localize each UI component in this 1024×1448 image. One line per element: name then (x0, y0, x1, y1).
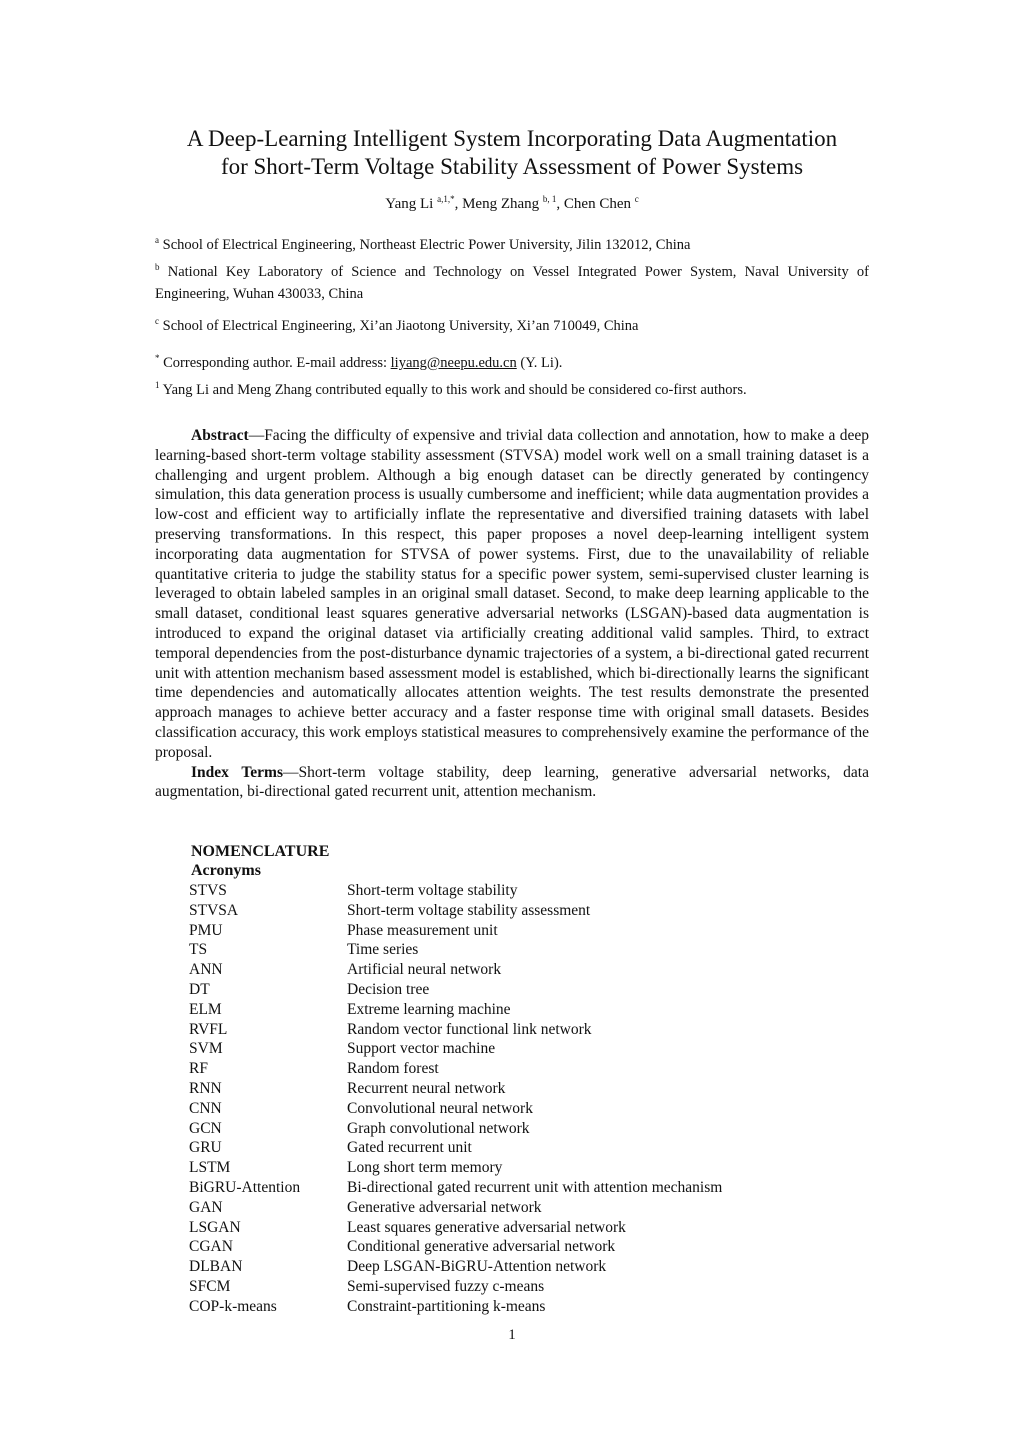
acronym-abbreviation: STVSA (189, 901, 239, 919)
acronym-abbreviation: CGAN (189, 1238, 233, 1256)
acronym-abbreviation: RF (189, 1060, 208, 1078)
author-separator: , (556, 196, 564, 212)
acronym-abbreviation: LSGAN (189, 1218, 241, 1236)
acronym-definition: Bi-directional gated recurrent unit with attention mechanism (347, 1178, 723, 1196)
paper-title-line-2: for Short-Term Voltage Stability Assessment of Power Systems (220, 154, 804, 179)
acronym-row (189, 1198, 829, 1218)
acronym-row (189, 901, 829, 921)
acronym-definition: Conditional generative adversarial network (347, 1238, 616, 1256)
acronym-abbreviation: LSTM (189, 1159, 231, 1177)
author-affiliation-mark: b, 1 (542, 194, 557, 204)
acronym-row (189, 1158, 829, 1178)
acronym-definition: Decision tree (347, 980, 430, 998)
note-suffix: (Y. Li). (516, 355, 563, 371)
acronyms-subheading: Acronyms (191, 862, 261, 879)
author-list (100, 194, 924, 213)
page-number: 1 (508, 1327, 516, 1343)
acronym-row (189, 1297, 829, 1317)
abstract-section (155, 426, 869, 802)
acronym-abbreviation: SFCM (189, 1277, 231, 1295)
acronym-row (189, 1277, 829, 1297)
corresponding-author-note (155, 349, 869, 372)
nomenclature-heading: NOMENCLATURE (191, 843, 330, 860)
acronym-abbreviation: DLBAN (189, 1258, 243, 1276)
acronym-abbreviation: BiGRU-Attention (189, 1178, 301, 1196)
acronym-row (189, 1237, 829, 1257)
acronym-row (189, 1099, 829, 1119)
acronym-row (189, 980, 829, 1000)
acronym-definition: Phase measurement unit (347, 921, 498, 939)
acronym-definition: Convolutional neural network (347, 1099, 533, 1117)
acronym-row (189, 1119, 829, 1139)
acronym-abbreviation: GCN (189, 1119, 222, 1137)
author-separator: , (454, 196, 463, 212)
acronym-row (189, 1039, 829, 1059)
acronym-row (189, 881, 829, 901)
note-prefix: Corresponding author. E-mail address: (163, 355, 391, 371)
affiliation-text: School of Electrical Engineering, Xi’an Jiaotong University, Xi’an 710049, China (162, 318, 639, 334)
index-terms-label: Index Terms (191, 763, 283, 781)
acronym-definition: Least squares generative adversarial network (347, 1218, 626, 1236)
abstract-text: —Facing the difficulty of expensive and trivial data collection and annotation, how to make a deep learning-based short-term voltage stability assessment (STVSA) model work well on a small training dataset is a challenging and urgent problem. Although a big enough dataset can be directly generated by contingency simulation, this data generation process is usually cumbersome and inefficient; while data augmentation provides a low-cost and efficient way to artificially inflate the representative and diversified training datasets with label preserving transformations. In this respect, this paper proposes a novel deep-learning intelligent system incorporating data augmentation for STVSA of power systems. First, due to the unavailability of reliable quantitative criteria to judge the stability status for a specific power system, semi-supervised cluster learning is leveraged to obtain labeled samples in an original small dataset. Second, to make deep learning applicable to the small dataset, conditional least squares generative adversarial networks (LSGAN)-based data augmentation is introduced to expand the original dataset via artificially creating additional valid samples. Third, to extract temporal dependencies from the post-disturbance dynamic trajectories of a system, a bi-directional gated recurrent unit with attention mechanism based assessment model is established, which bi-directionally learns the significant time dependencies and automatically allocates attention weights. The test results demonstrate the presented approach manages to achieve better accuracy and a faster response time with original small datasets. Besides classification accuracy, this work employs statistical measures to comprehensively examine the performance of the proposal. (155, 427, 869, 761)
acronym-row (189, 1079, 829, 1099)
footnote-mark: * (155, 353, 160, 363)
affiliation-a (155, 231, 869, 254)
acronym-abbreviation: PMU (189, 921, 223, 939)
affiliation-c (155, 312, 869, 335)
acronym-row (189, 1218, 829, 1238)
co-first-author-note (155, 376, 869, 399)
acronym-definition: Deep LSGAN-BiGRU-Attention network (347, 1258, 607, 1276)
affiliation-text: National Key Laboratory of Science and Technology on Vessel Integrated Power System, Naval University of (167, 264, 870, 280)
acronym-definition: Support vector machine (347, 1040, 496, 1058)
abstract-paragraph (155, 426, 869, 763)
index-terms-text: —Short-term voltage stability, deep learning, generative adversarial networks, data augmentation, bi-directional gated recurrent unit, attention mechanism. (155, 763, 869, 801)
note-text: Yang Li and Meng Zhang contributed equally to this work and should be considered co-first authors. (162, 382, 747, 398)
affiliation-mark: c (155, 316, 159, 326)
acronym-row (189, 1020, 829, 1040)
acronym-abbreviation: COP-k-means (189, 1297, 277, 1315)
acronym-abbreviation: SVM (189, 1040, 223, 1058)
affiliation-b-continued (155, 285, 869, 303)
acronym-row (189, 1257, 829, 1277)
affiliation-mark: a (155, 235, 159, 245)
affiliation-text: Engineering, Wuhan 430033, China (155, 286, 364, 302)
acronym-row (189, 1178, 829, 1198)
acronym-abbreviation: GRU (189, 1139, 222, 1157)
acronym-abbreviation: ANN (189, 961, 223, 979)
author-affiliation-mark: c (634, 194, 639, 204)
author-affiliation-mark: a,1,* (437, 194, 455, 204)
acronym-definition: Short-term voltage stability (347, 882, 518, 899)
author-name: Yang Li (385, 196, 434, 212)
acronym-definition: Extreme learning machine (347, 1000, 511, 1018)
acronym-row (189, 940, 829, 960)
acronym-abbreviation: CNN (189, 1099, 222, 1117)
acronym-row (189, 1138, 829, 1158)
email-link[interactable]: liyang@neepu.edu.cn (390, 355, 517, 371)
acronym-abbreviation: ELM (189, 1000, 222, 1018)
acronym-definition: Time series (347, 941, 419, 959)
acronym-abbreviation: RVFL (189, 1020, 228, 1038)
acronym-abbreviation: DT (189, 980, 210, 998)
acronym-abbreviation: STVS (189, 882, 227, 899)
acronym-definition: Constraint-partitioning k-means (347, 1297, 546, 1315)
acronym-row (189, 921, 829, 941)
acronym-row (189, 960, 829, 980)
index-terms-paragraph (155, 763, 869, 803)
acronym-definition: Short-term voltage stability assessment (347, 901, 591, 919)
acronym-definition: Graph convolutional network (347, 1119, 530, 1137)
abstract-label: Abstract (191, 427, 249, 444)
author-name: Chen Chen (563, 196, 631, 212)
acronym-list (189, 881, 829, 1317)
acronym-abbreviation: GAN (189, 1198, 223, 1216)
acronym-definition: Artificial neural network (347, 961, 502, 979)
acronym-abbreviation: TS (189, 941, 208, 959)
footnote-mark: 1 (155, 380, 160, 390)
acronym-definition: Semi-supervised fuzzy c-means (347, 1277, 545, 1295)
affiliation-mark: b (155, 262, 160, 272)
acronym-row (189, 1059, 829, 1079)
author-name: Meng Zhang (462, 196, 540, 212)
acronym-definition: Long short term memory (347, 1159, 503, 1177)
acronym-definition: Gated recurrent unit (347, 1139, 472, 1157)
acronym-definition: Generative adversarial network (347, 1198, 542, 1216)
affiliation-text: School of Electrical Engineering, Northeast Electric Power University, Jilin 132012, China (162, 237, 691, 253)
acronym-definition: Recurrent neural network (347, 1079, 506, 1097)
paper-title-line-1: A Deep-Learning Intelligent System Incorporating Data Augmentation (186, 126, 838, 151)
acronym-definition: Random forest (347, 1060, 439, 1078)
affiliation-b (155, 258, 869, 281)
acronym-definition: Random vector functional link network (347, 1020, 592, 1038)
acronym-abbreviation: RNN (189, 1079, 222, 1097)
acronym-row (189, 1000, 829, 1020)
